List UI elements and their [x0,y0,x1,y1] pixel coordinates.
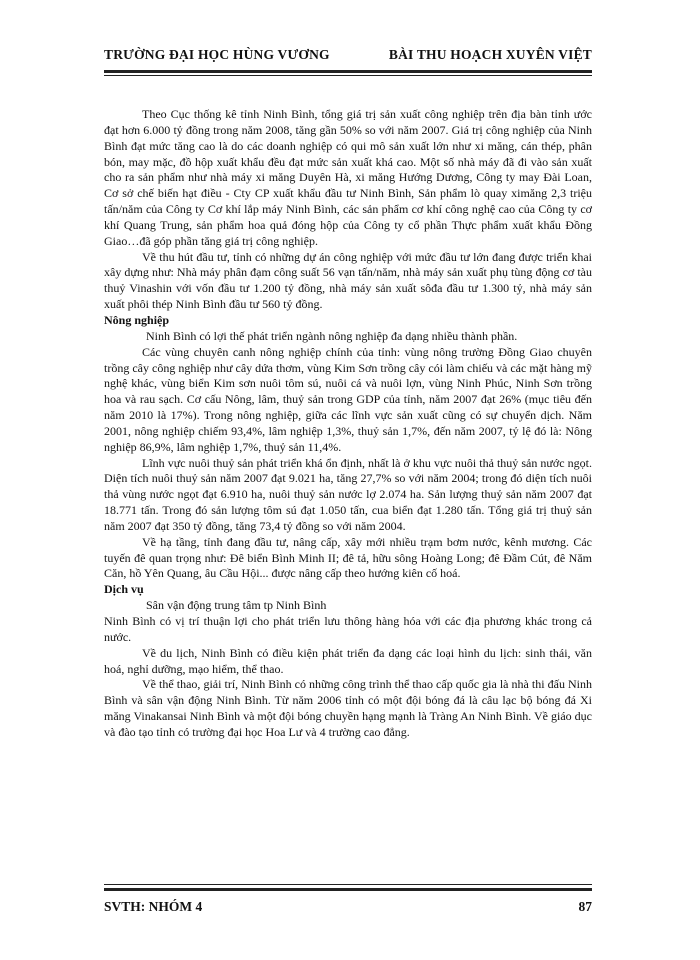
header-report-title: BÀI THU HOẠCH XUYÊN VIỆT [388,47,592,62]
footer-rule-thick [104,888,592,891]
page-body [104,107,592,741]
footer-rule-thin [104,884,592,885]
paragraph-investment: Về thu hút đầu tư, tỉnh có những dự án công nghiệp với mức đầu tư lớn đang được triển khai xây dựng như: Nhà máy phân đạm công suất 56 vạn tấn/năm, nhà máy sản xuất phụ tùng động cơ tàu thuỷ Vinashin với vốn đầu tư 1.200 tỷ đồng, nhà máy sản xuất sôđa đầu tư 1.300 tỷ, nhà máy sản xuất phôi thép Ninh Bình đầu tư 560 tỷ đồng. [104,249,592,312]
footer-group-label: SVTH: NHÓM 4 [104,899,203,914]
heading-services: Dịch vụ [104,582,144,597]
heading-agriculture: Nông nghiệp [104,312,170,327]
header-rule-thin [104,75,592,76]
header-rule-thick [104,70,592,73]
paragraph-sports-education: Về thể thao, giải trí, Ninh Bình có những công trình thể thao cấp quốc gia là nhà thi đấu Ninh Bình và sân vận động Ninh Bình. Từ năm 2006 tỉnh có một đội bóng đá là câu lạc bộ bóng đá Xi măng Vinakansai Ninh Bình và một đội bóng chuyền hạng mạnh là Tràng An Ninh Bình. Về giáo dục và đào tạo tỉnh có trường đại học Hoa Lư và 4 trường cao đẳng. [104,677,592,739]
paragraph-location: Ninh Bình có vị trí thuận lợi cho phát triển lưu thông hàng hóa với các địa phương khác trong cả nước. [104,614,592,644]
page-number: 87 [578,899,592,914]
page-header [104,47,592,69]
paragraph-industry-value: Theo Cục thống kê tỉnh Ninh Bình, tổng giá trị sản xuất công nghiệp trên địa bàn tỉnh ước đạt hơn 6.000 tỷ đồng trong năm 2008, tăng gần 50% so với năm 2007. Giá trị công nghiệp của Ninh Bình đạt mức tăng cao là do các doanh nghiệp có qui mô sản xuất lớn như xi măng, cán thép, phân bón, may mặc, đồ hộp xuất khẩu đều đạt mức sản xuất khá cao. Một số nhà máy đã đi vào sản xuất cho ra sản phẩm như nhà máy xi măng Duyên Hà, xi măng Hướng Dương, Công ty may Đài Loan, Cơ sở chế biến hạt điều - Cty CP xuất khẩu đầu tư Ninh Bình, Sản phẩm lò quay ximăng 2,3 triệu tấn/năm của Công ty Cơ khí lắp máy Ninh Bình, các sản phẩm cơ khí công nghệ cao của Công ty cơ khí Quang Trung, sản phẩm hoa quả đóng hộp của Công ty cổ phần Thực phẩm xuất khẩu Đồng Giao…đã góp phần tăng giá trị công nghiệp. [104,107,592,248]
paragraph-aquaculture: Lĩnh vực nuôi thuỷ sản phát triển khá ổn định, nhất là ở khu vực nuôi thả thuỷ sản nước ngọt. Diện tích nuôi thuỷ sản năm 2007 đạt 9.021 ha, tăng 27,7% so với năm 2004; trong đó diện tích nuôi thả vùng nước ngọt đạt 6.910 ha, nuôi thuỷ sản nước lợ 2.074 ha. Sản lượng thuỷ sản năm 2007 đạt 18.771 tấn. Trong đó sản lượng tôm sú đạt 1.050 tấn, cua biển đạt 1.280 tấn. Tổng giá trị thuỷ sản năm 2007 đạt 350 tỷ đồng, tăng 73,4 tỷ đồng so với năm 2004. [104,455,592,533]
paragraph-agriculture-intro: Ninh Bình có lợi thế phát triển ngành nông nghiệp đa dạng nhiều thành phần. [146,328,518,343]
paragraph-tourism: Về du lịch, Ninh Bình có điều kiện phát triển đa dạng các loại hình du lịch: sinh thái, văn hoá, nghỉ dưỡng, mạo hiểm, thể thao. [104,645,592,676]
paragraph-agriculture-zones: Các vùng chuyên canh nông nghiệp chính của tỉnh: vùng nông trường Đồng Giao chuyên trồng cây công nghiệp như cây dứa thơm, vùng Kim Sơn trồng cây cói làm chiếu và các mặt hàng mỹ nghệ khác, vùng biển Kim sơn nuôi tôm sú, nuôi cá và nuôi lợn, vùng Ninh Phúc, Ninh Sơn trồng hoa và rau sạch. Cơ cấu Nông, lâm, thuỷ sản trong GDP của tỉnh, năm 2007 đạt 26% (mục tiêu đến năm 2010 là 17%). Trong nông nghiệp, giữa các lĩnh vực sản xuất cũng có sự chuyển dịch. Năm 2001, nông nghiệp chiếm 93,4%, lâm nghiệp 1,3%, thuỷ sản 1,7%, đến năm 2007, tỷ lệ đó là: Nông nghiệp 86,9%, lâm nghiệp 1,7%, thuỷ sản 11,4%. [104,344,592,454]
paragraph-infrastructure: Về hạ tầng, tỉnh đang đầu tư, nâng cấp, xây mới nhiều trạm bơm nước, kênh mương. Các tuyến đê quan trọng như: Đê biển Bình Minh II; đê tả, hữu sông Hoàng Long; đê Đầm Cút, đê Năm Căn, hồ Yên Quang, âu Cầu Hội... được nâng cấp theo hướng kiên cố hoá. [104,534,592,581]
image-caption-stadium: Sân vận động trung tâm tp Ninh Bình [146,598,327,613]
header-school-name: TRƯỜNG ĐẠI HỌC HÙNG VƯƠNG [104,47,330,62]
